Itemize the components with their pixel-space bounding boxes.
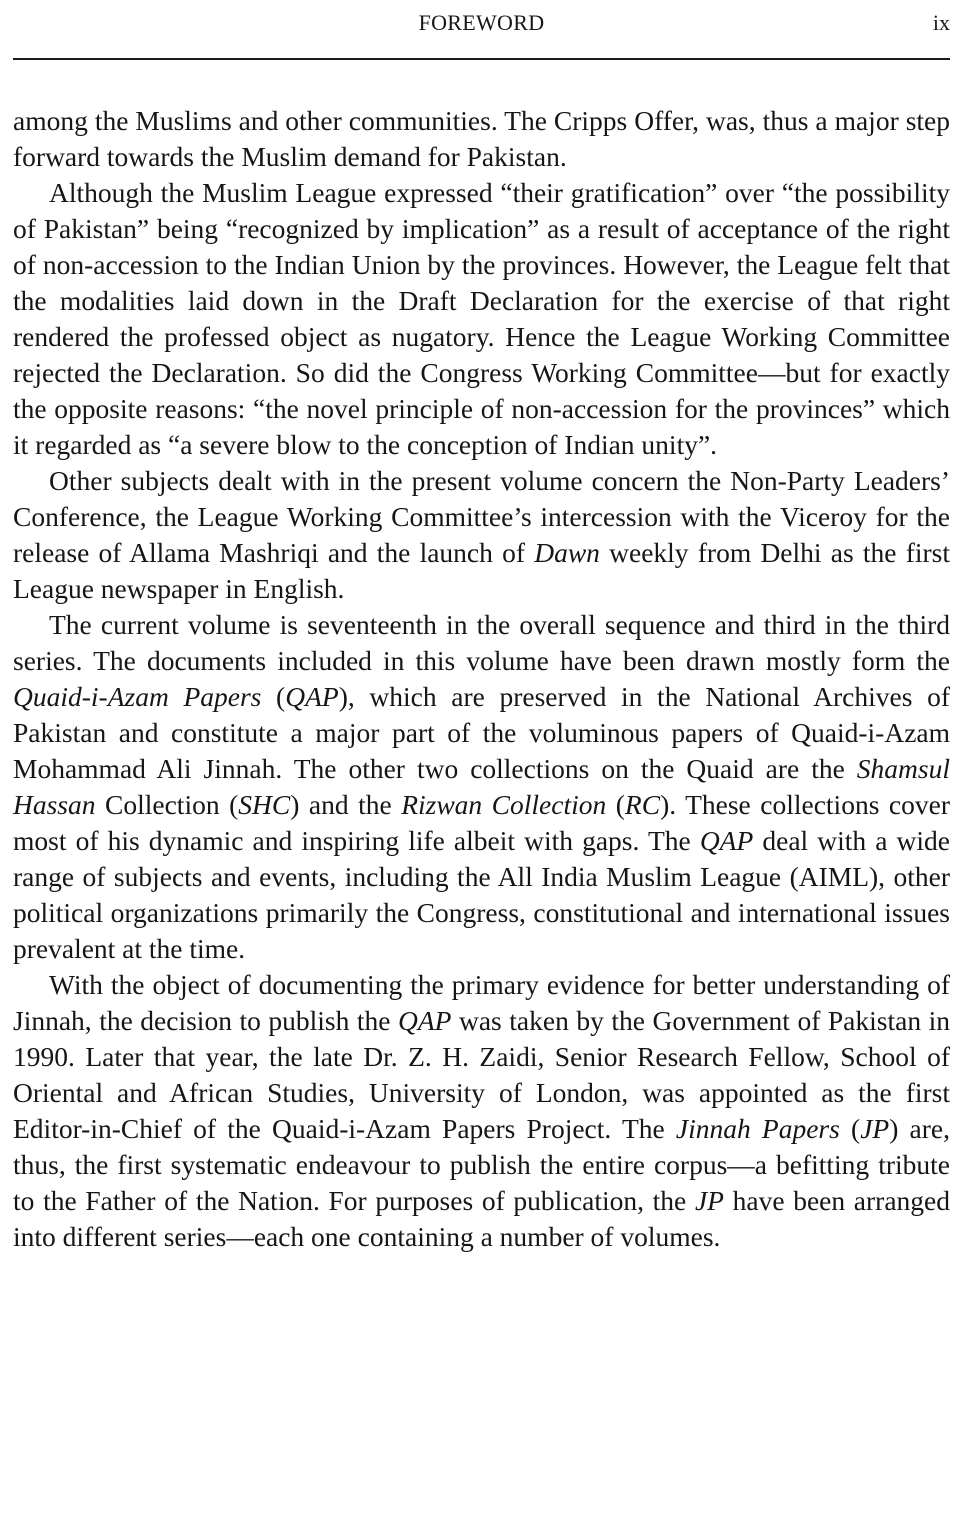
paragraph-5 <box>13 967 950 1255</box>
italic-text-run: Dawn <box>534 537 600 568</box>
text-run: have been arranged into different series—each one containing a number of volumes. <box>13 1185 950 1252</box>
text-run: Other subjects dealt with in the present volume concern the Non-Party Leaders’ Conference, the League Working Committee’s intercession with the Viceroy for the release of Allama Mashriqi and the launch of <box>13 465 950 568</box>
paragraph-2 <box>13 175 950 463</box>
italic-text-run: RC <box>624 789 661 820</box>
text-run: Although the Muslim League expressed “their gratification” over “the possibility of Pakistan” being “recognized by implication” as a result of acceptance of the right of non-accession to the Indian Union by the provinces. However, the League felt that the modalities laid down in the Draft Declaration for the exercise of that right rendered the professed object as nugatory. Hence the League Working Committee rejected the Declaration. So did the Congress Working Committee—but for exactly the opposite reasons: “the novel principle of non-accession for the provinces” which it regarded as “a severe blow to the conception of Indian unity”. <box>13 177 950 460</box>
text-run: ( <box>261 681 286 712</box>
text-run: among the Muslims and other communities. The Cripps Offer, was, thus a major step forward towards the Muslim demand for Pakistan. <box>13 105 950 172</box>
italic-text-run: SHC <box>238 789 291 820</box>
italic-text-run: Rizwan Collection <box>401 789 607 820</box>
italic-text-run: QAP <box>699 825 754 856</box>
text-run: ( <box>606 789 625 820</box>
text-run: was taken by the Government of Pakistan in 1990. Later that year, the late Dr. Z. H. Zaidi, Senior Research Fellow, School of Oriental and African Studies, University of London, was appointed as the first Editor-in-Chief of the Quaid-i-Azam Papers Project. The <box>13 1005 950 1144</box>
text-run: ) are, thus, the first systematic endeavour to publish the entire corpus—a befitting tribute to the Father of the Nation. For purposes of publication, the <box>13 1113 950 1216</box>
text-run: With the object of documenting the primary evidence for better understanding of Jinnah, the decision to publish the <box>13 969 950 1036</box>
text-run: The current volume is seventeenth in the overall sequence and third in the third series. The documents included in this volume have been drawn mostly form the <box>13 609 950 676</box>
italic-text-run: Jinnah Papers <box>675 1113 840 1144</box>
text-run: ). These collections cover most of his dynamic and inspiring life albeit with gaps. The <box>13 789 950 856</box>
text-run: ) and the <box>290 789 402 820</box>
paragraph-4 <box>13 607 950 967</box>
text-run: deal with a wide range of subjects and events, including the All India Muslim League (AIML), other political organizations primarily the Congress, constitutional and international issues prevalent at the time. <box>13 825 950 964</box>
page-number: ix <box>932 10 950 35</box>
paragraph-3 <box>13 463 950 607</box>
text-run: ), which are preserved in the National Archives of Pakistan and constitute a major part of the voluminous papers of Quaid-i-Azam Mohammad Ali Jinnah. The other two collections on the Quaid are the <box>13 681 950 784</box>
italic-text-run: JP <box>694 1185 724 1216</box>
header-rule <box>13 58 950 60</box>
text-run: ( <box>839 1113 861 1144</box>
body-text <box>13 103 950 1255</box>
italic-text-run: Shamsul Hassan <box>13 753 950 820</box>
running-header <box>13 8 950 38</box>
italic-text-run: QAP <box>285 681 339 712</box>
running-title: FOREWORD <box>418 10 545 35</box>
italic-text-run: JP <box>860 1113 890 1144</box>
italic-text-run: Quaid-i-Azam Papers <box>13 681 262 712</box>
paragraph-1 <box>13 103 950 175</box>
text-run: weekly from Delhi as the first League newspaper in English. <box>13 537 950 604</box>
italic-text-run: QAP <box>398 1005 452 1036</box>
text-run: Collection ( <box>95 789 239 820</box>
